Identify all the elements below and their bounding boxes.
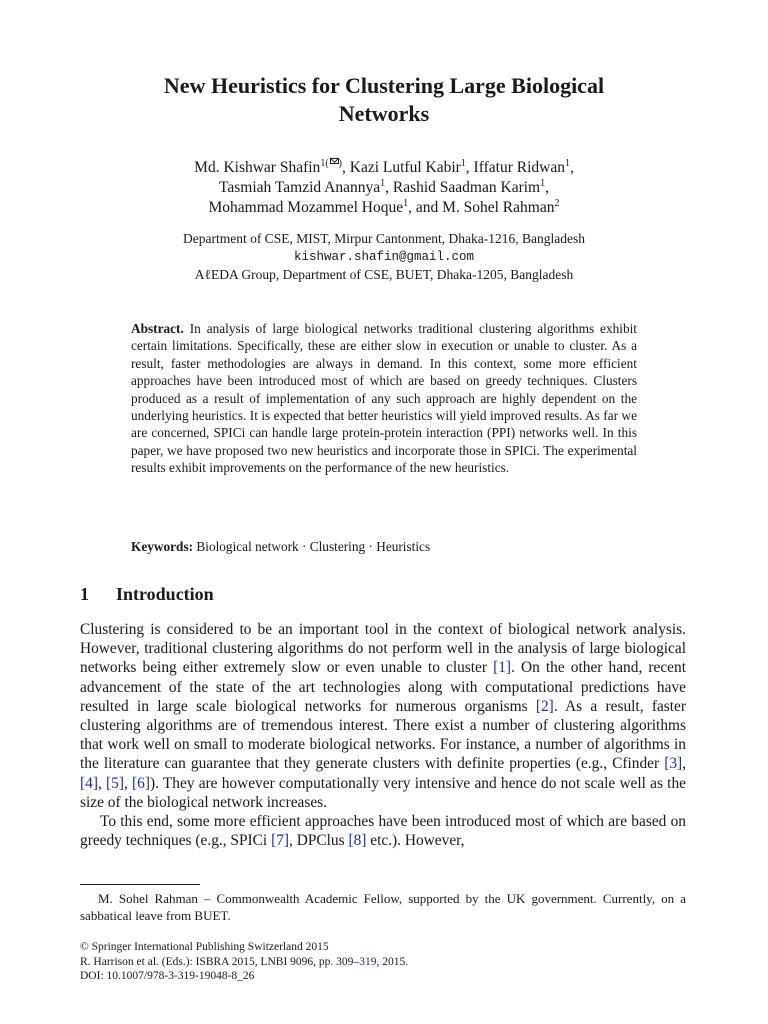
affiliation-2: AℓEDA Group, Department of CSE, BUET, Dhaka-1205, Bangladesh xyxy=(194,267,574,282)
paragraph-2: To this end, some more efficient approaches have been introduced most of which are based on greedy techniques (e.g., SPICi [7], DPClus [8] etc.). However, xyxy=(80,813,686,850)
copyright-line: © Springer International Publishing Switzerland 2015 xyxy=(80,941,329,953)
citation-link[interactable]: [2] xyxy=(535,697,554,715)
citation-link[interactable]: [7] xyxy=(271,832,290,850)
citation-link[interactable]: [4] xyxy=(80,774,98,792)
section-heading xyxy=(80,582,480,606)
author-name: Md. Kishwar Shafin xyxy=(194,159,321,177)
author-affil-mark: 1 xyxy=(460,158,466,169)
citation-info: R. Harrison et al. (Eds.): ISBRA 2015, LNBI 9096, pp. 309–319, 2015. xyxy=(80,955,409,968)
page-link[interactable]: 319 xyxy=(359,955,377,968)
footnote-text: M. Sohel Rahman – Commonwealth Academic Fellow, supported by the UK government. Currently, on a sabbatical leave from BUET. xyxy=(80,891,686,923)
author-affil-mark: 1 xyxy=(403,198,409,209)
envelope-icon xyxy=(330,158,339,164)
footnote-divider xyxy=(80,884,200,885)
section-title: Introduction xyxy=(116,584,214,604)
author-affil-mark: 1 xyxy=(564,158,570,169)
author-name: , Rashid Saadman Karim xyxy=(385,179,541,197)
author-line-3 xyxy=(80,198,688,218)
author-line-2: Tasmiah Tamzid Anannya$^1$, Rashid Saadman Karim$^1$, xyxy=(219,178,549,197)
author-name: , Kazi Lutful Kabir xyxy=(342,159,461,177)
author-name: Tasmiah Tamzid Anannya xyxy=(219,179,381,197)
paper-title xyxy=(60,72,708,128)
doi-line: DOI: 10.1007/978-3-319-19048-8_26 xyxy=(80,970,255,982)
author-affil-mark: 1( ) xyxy=(320,158,342,169)
title-line-1: New Heuristics for Clustering Large Biological xyxy=(163,73,605,98)
citation-link[interactable]: [5] xyxy=(106,774,124,792)
citation-link[interactable]: [6] xyxy=(132,774,150,792)
body-text xyxy=(80,620,686,850)
footnote xyxy=(80,890,686,924)
paragraph-1: Clustering is considered to be an important tool in the context of biological network analysis. However, traditional clustering algorithms do not perform well in the analysis of large biological networks being either extremely slow or even unable to cluster [1]. On the other hand, recent advancement of the state of the art technologies along with computational predictions have resulted in large scale biological networks for numerous organisms [2]. As a result, faster clustering algorithms are of tremendous interest. There exist a number of clustering algorithms that work well on small to moderate biological networks. For instance, a number of algorithms in the literature can guarantee that they generate clusters with definite properties (e.g., Cfinder [3], [4], [5], [6]). They are however computationally very intensive and hence do not scale well as the size of the biological network increases. xyxy=(80,621,686,811)
author-name: , Iffatur Ridwan xyxy=(465,159,565,177)
abstract-label: Abstract. xyxy=(131,321,184,336)
author-name: Mohammad Mozammel Hoque xyxy=(208,199,404,217)
affiliation-1: Department of CSE, MIST, Mirpur Cantonment, Dhaka-1216, Bangladesh xyxy=(182,231,586,246)
keywords-text: Biological network · Clustering · Heuristics xyxy=(196,539,431,554)
keywords-label: Keywords: xyxy=(131,539,194,554)
author-affil-mark: 1 xyxy=(540,178,546,189)
author-affil-mark: 2 xyxy=(554,198,560,209)
citation-link[interactable]: [3] xyxy=(664,755,683,773)
keywords xyxy=(131,538,637,556)
citation-link[interactable]: [8] xyxy=(348,832,367,850)
author-email[interactable]: kishwar.shafin@gmail.com xyxy=(293,250,475,264)
abstract xyxy=(131,320,637,477)
author-list xyxy=(80,158,688,218)
citation-link[interactable]: [1] xyxy=(493,659,512,677)
author-name: , and M. Sohel Rahman xyxy=(408,199,555,217)
affiliations xyxy=(80,230,688,284)
author-affil-mark: 1 xyxy=(380,178,386,189)
section-number: 1 xyxy=(80,584,89,604)
abstract-text: In analysis of large biological networks traditional clustering algorithms exhibit certain limitations. Specifically, these are either slow in execution or unable to cluster. As a result, faster methodologies are always in demand. In this context, some more efficient approaches have been introduced most of which are based on greedy techniques. Clusters produced as a result of implementation of any such approach are highly dependent on the underlying heuristics. It is expected that better heuristics will yield improved results. As far we are concerned, SPICi can handle large protein-protein interaction (PPI) networks well. In this paper, we have proposed two new heuristics and incorporate those in SPICi. The experimental results exhibit improvements on the performance of the new heuristics. xyxy=(131,321,637,476)
copyright-block xyxy=(80,940,686,984)
title-line-2: Networks xyxy=(338,101,430,126)
author-line-1: Md. Kishwar Shafin$^{1( )}$, Kazi Lutful Kabir$^1$, Iffatur Ridwan$^1$, xyxy=(194,158,574,177)
